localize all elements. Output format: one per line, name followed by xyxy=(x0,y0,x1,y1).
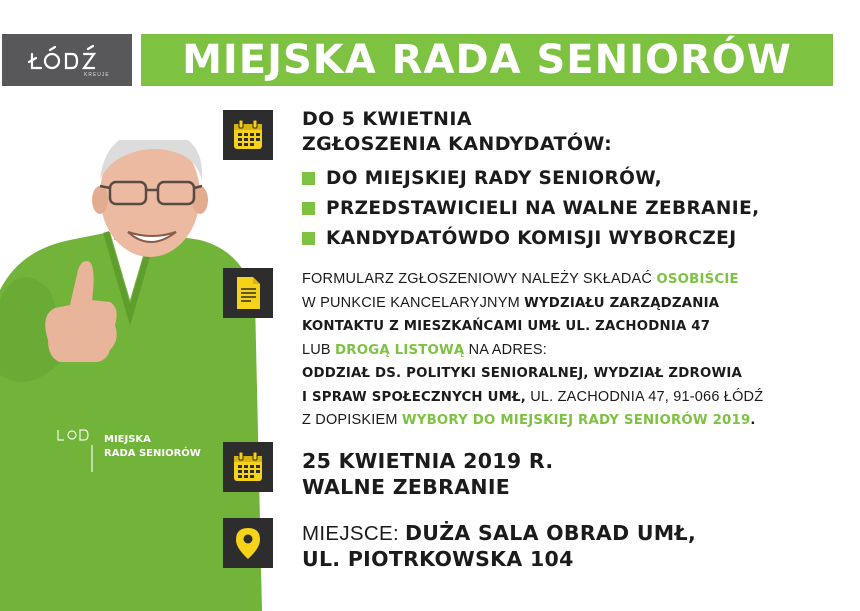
form-instructions xyxy=(302,268,763,433)
form-bold: KONTAKTU Z MIESZKAŃCAMI UMŁ UL. ZACHODNIA 47 xyxy=(302,319,711,334)
list-item xyxy=(302,168,662,189)
form-text: UL. ZACHODNIA 47, 91-066 ŁÓDŹ xyxy=(526,388,764,405)
venue-label: MIEJSCE: xyxy=(302,522,405,545)
lodz-logo xyxy=(2,34,132,86)
calendar-icon xyxy=(231,118,265,152)
form-highlight: WYBORY DO MIEJSKIEJ RADY SENIORÓW 2019 xyxy=(401,413,751,428)
calendar-icon-box xyxy=(223,110,273,160)
venue-address: UL. PIOTRKOWSKA 104 xyxy=(302,547,574,571)
form-text: FORMULARZ ZGŁOSZENIOWY NALEŻY SKŁADAĆ xyxy=(302,271,657,287)
sweater-badge-line1: MIEJSKA xyxy=(104,434,151,445)
document-icon-box xyxy=(223,268,273,318)
form-bold: . xyxy=(750,413,756,428)
location-pin-icon xyxy=(234,526,262,560)
form-text: Z DOPISKIEM xyxy=(302,412,402,428)
form-bold: ODDZIAŁ DS. POLITYKI SENIORALNEJ, WYDZIAŁ ZDROWIA xyxy=(302,366,742,381)
venue-line1 xyxy=(302,520,696,547)
list-item-label: KANDYDATÓWDO KOMISJI WYBORCZEJ xyxy=(326,228,737,249)
lodz-logo-mark xyxy=(26,40,102,76)
form-highlight: DROGĄ LISTOWĄ xyxy=(335,342,465,358)
location-icon-box xyxy=(223,518,273,568)
list-item xyxy=(302,228,737,249)
form-bold: I SPRAW SPOŁECZNYCH UMŁ, xyxy=(302,389,526,405)
bullet-square xyxy=(302,232,315,245)
document-icon xyxy=(233,275,263,311)
calendar-icon xyxy=(231,450,265,484)
form-highlight: OSOBIŚCIE xyxy=(656,272,739,287)
list-item-label: DO MIEJSKIEJ RADY SENIORÓW, xyxy=(326,168,663,189)
form-text: LUB xyxy=(302,341,336,358)
venue-hall: DUŻA SALA OBRAD UMŁ, xyxy=(404,521,697,545)
form-bold: WYDZIAŁU ZARZĄDZANIA xyxy=(524,295,720,311)
list-item xyxy=(302,198,760,219)
logo-subtitle: KREUJE xyxy=(84,72,110,78)
form-text: W PUNKCIE KANCELARYJNYM xyxy=(302,294,525,311)
deadline-subtitle: ZGŁOSZENIA KANDYDATÓW: xyxy=(302,133,613,155)
form-text: NA ADRES: xyxy=(464,341,547,358)
deadline-date: DO 5 KWIETNIA xyxy=(302,108,472,130)
list-item-label: PRZEDSTAWICIELI NA WALNE ZEBRANIE, xyxy=(326,198,760,219)
meeting-title: WALNE ZEBRANIE xyxy=(302,475,511,499)
bullet-square xyxy=(302,172,315,185)
page-title: MIEJSKA RADA SENIORÓW xyxy=(182,37,792,83)
title-banner xyxy=(141,34,833,86)
sweater-badge-line2: RADA SENIORÓW xyxy=(104,448,201,459)
calendar-icon-box xyxy=(223,442,273,492)
bullet-square xyxy=(302,202,315,215)
meeting-date: 25 KWIETNIA 2019 R. xyxy=(302,449,554,473)
